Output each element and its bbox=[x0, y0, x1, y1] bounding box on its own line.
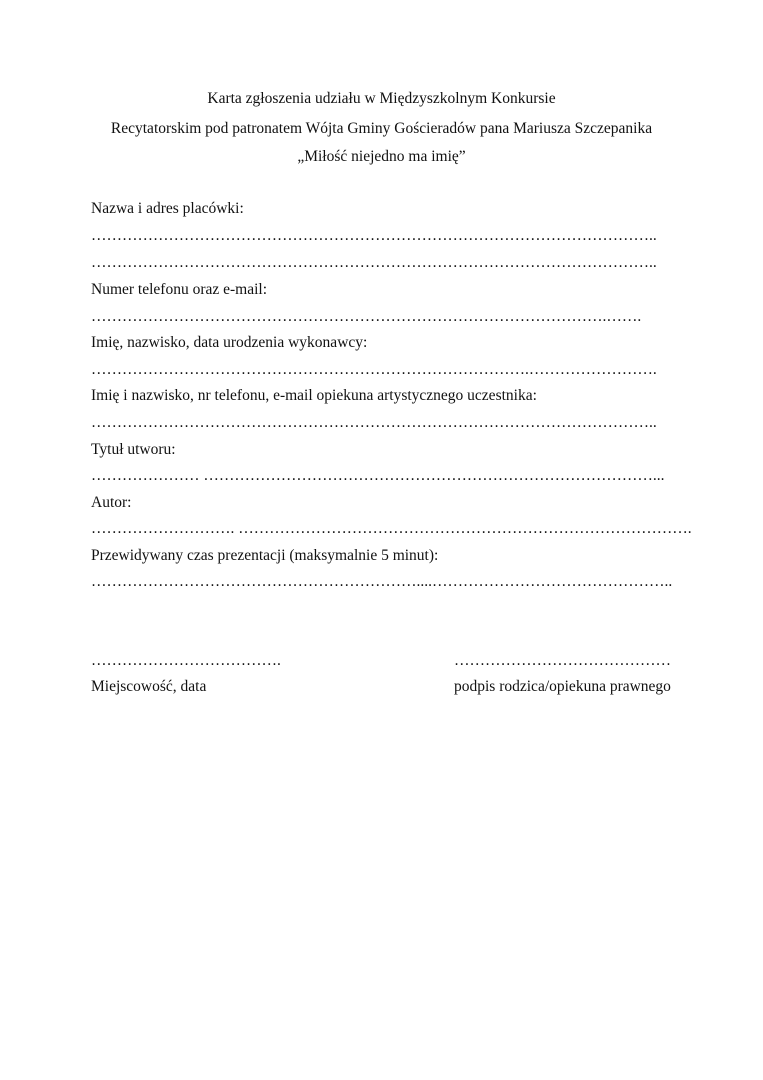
field-label-performer: Imię, nazwisko, data urodzenia wykonawcy: bbox=[91, 334, 368, 351]
fill-line-phone-email[interactable]: ……………………………………………………………………………………….……. bbox=[91, 308, 642, 325]
fill-line-performer[interactable]: ………………………………………………………………………….……………………. bbox=[91, 361, 657, 378]
field-label-institution: Nazwa i adres placówki: bbox=[91, 200, 244, 217]
field-label-author: Autor: bbox=[91, 494, 132, 511]
fill-line-title[interactable]: ………………… ……………………………………………………………………………... bbox=[91, 467, 665, 484]
form-title-line-1: Karta zgłoszenia udziału w Międzyszkolnym Konkursie bbox=[207, 90, 556, 107]
form-title-line-2: Recytatorskim pod patronatem Wójta Gminy Gościeradów pana Mariusza Szczepanika bbox=[110, 120, 653, 137]
fill-line-author[interactable]: ………………………. ……………………………………………………………………………. bbox=[91, 520, 692, 537]
fill-line-supervisor[interactable]: ……………………………………………………………………………………………….. bbox=[91, 414, 657, 431]
field-label-supervisor: Imię i nazwisko, nr telefonu, e-mail opiekuna artystycznego uczestnika: bbox=[91, 387, 537, 404]
field-label-title: Tytuł utworu: bbox=[91, 441, 176, 458]
signature-line-guardian[interactable]: …………………………………… bbox=[454, 652, 671, 669]
field-label-phone-email: Numer telefonu oraz e-mail: bbox=[91, 281, 268, 298]
signature-label-place-date: Miejscowość, data bbox=[91, 678, 207, 695]
field-label-duration: Przewidywany czas prezentacji (maksymalnie 5 minut): bbox=[91, 547, 439, 564]
signature-line-place-date[interactable]: ………………………………. bbox=[91, 652, 281, 669]
fill-line-institution-1[interactable]: ……………………………………………………………………………………………….. bbox=[91, 227, 657, 244]
fill-line-duration[interactable]: ………………………………………………………....……………………………………….. bbox=[91, 573, 673, 590]
signature-label-guardian: podpis rodzica/opiekuna prawnego bbox=[454, 678, 671, 695]
fill-line-institution-2[interactable]: ……………………………………………………………………………………………….. bbox=[91, 254, 657, 271]
form-title-line-3: „Miłość niejedno ma imię” bbox=[297, 148, 466, 165]
